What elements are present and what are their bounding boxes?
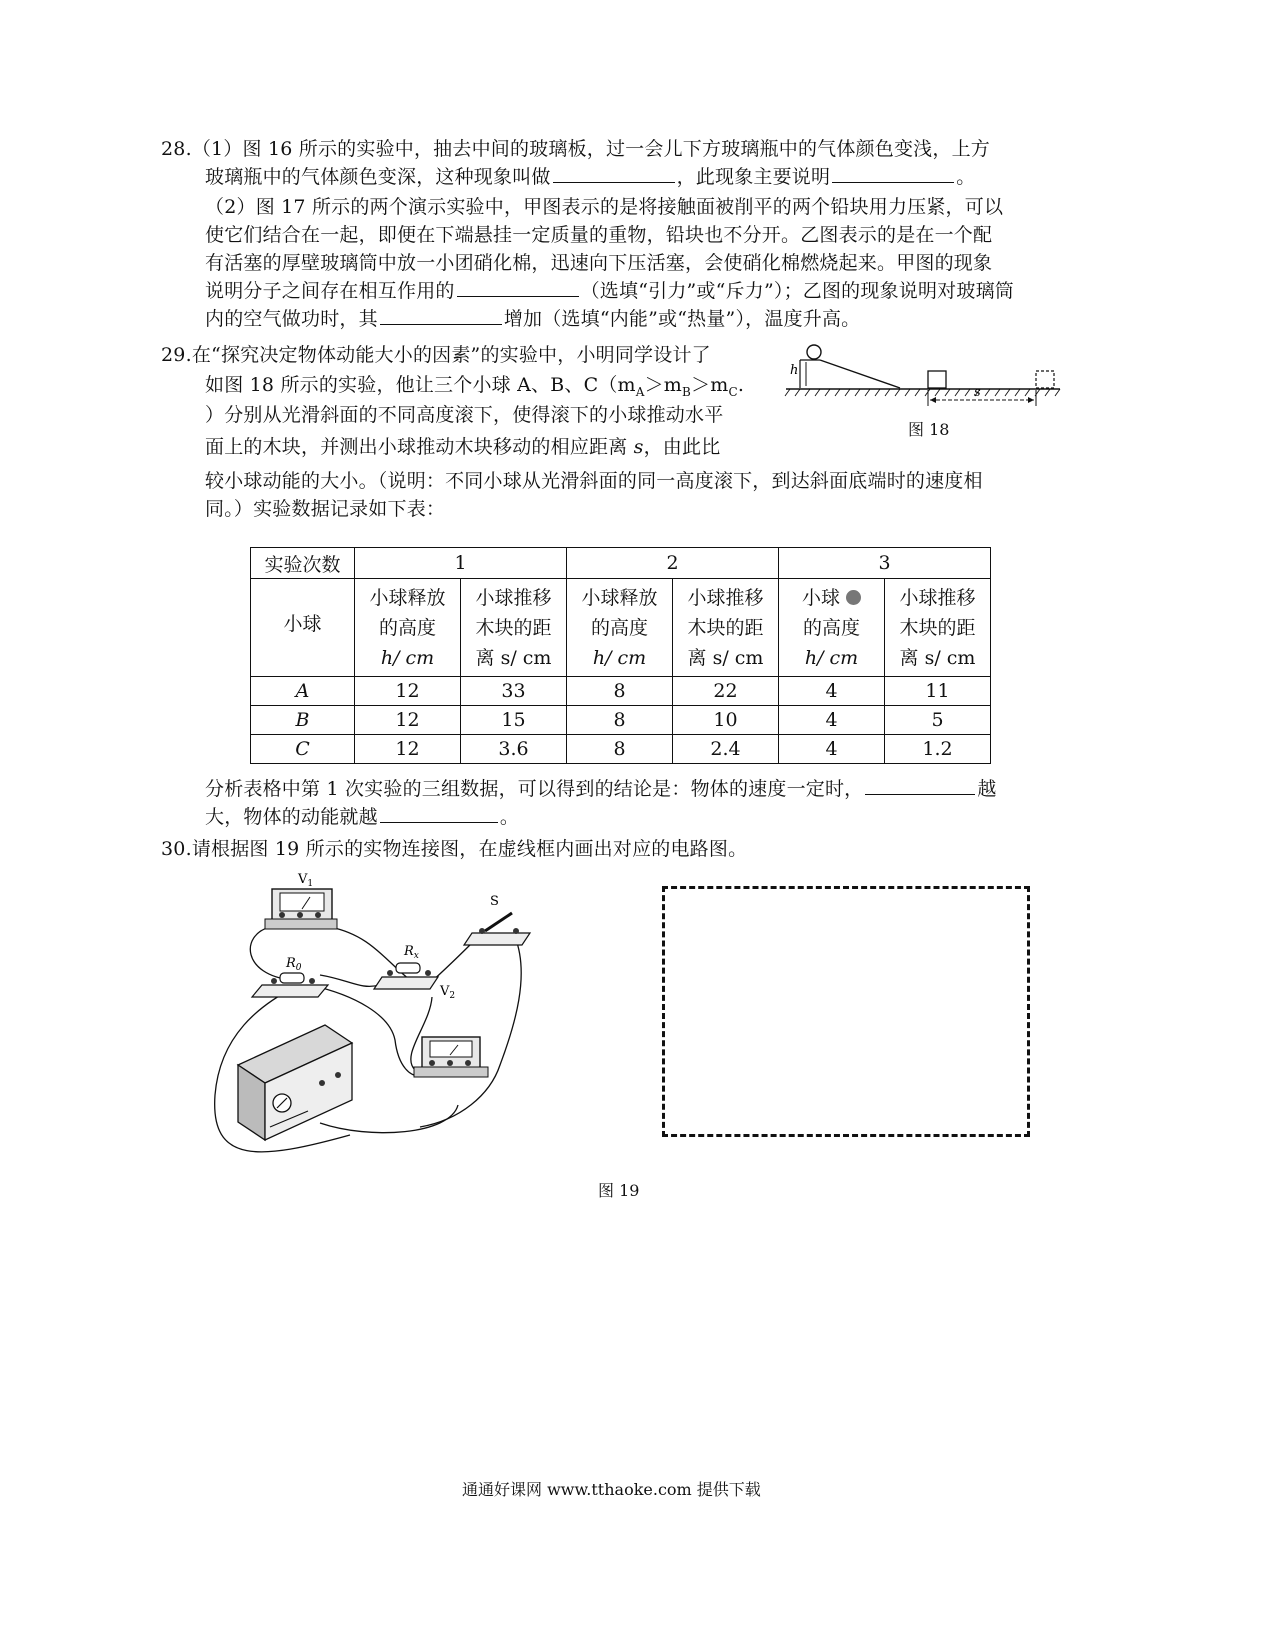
figure-19-circuit-photo (200, 865, 560, 1185)
q30-line: 30.请根据图 19 所示的实物连接图，在虚线框内画出对应的电路图。 (161, 838, 748, 860)
table-row: C 12 3.6 8 2.4 4 1.2 (251, 735, 991, 764)
page-footer: 通通好课网 www.tthaoke.com 提供下载 (462, 1480, 761, 1499)
q29-line6: 同。）实验数据记录如下表： (205, 498, 446, 520)
answer-blank-6[interactable] (380, 804, 498, 823)
wood-block-icon (928, 371, 946, 388)
table-row: A 12 33 8 22 4 11 (251, 677, 991, 706)
q29-line3: ）分别从光滑斜面的不同高度滚下，使得滚下的小球推动水平 (205, 404, 724, 426)
q29-line1: 29.在“探究决定物体动能大小的因素”的实验中，小明同学设计了 (161, 344, 711, 366)
experiment-data-table (250, 547, 991, 764)
q28-line6: 说明分子之间存在相互作用的 （选填“引力”或“斥力”）；乙图的现象说明对玻璃筒 (205, 280, 1014, 302)
answer-blank-3[interactable] (457, 278, 579, 297)
ball-icon (807, 345, 821, 359)
circuit-diagram-answer-box[interactable] (662, 886, 1030, 1137)
height-column-2: 小球释放 的高度 h/ cm (567, 579, 673, 677)
svg-text:V2: $V_2$ (440, 984, 456, 1001)
q28-line7: 内的空气做功时，其 增加（选填“内能”或“热量”），温度升高。 (205, 308, 861, 330)
gray-dot-icon (846, 590, 861, 605)
q30-number: 30. (161, 838, 192, 860)
q28-line5: 有活塞的厚壁玻璃筒中放一小团硝化棉，迅速向下压活塞，会使硝化棉燃烧起来。甲图的现象 (205, 252, 993, 274)
power-supply-icon (238, 1025, 352, 1140)
wire (250, 927, 292, 980)
switch-s-icon (464, 913, 530, 945)
trial-3-header: 3 (779, 548, 991, 579)
trial-2-header: 2 (567, 548, 779, 579)
resistor-r0-icon (252, 973, 328, 997)
figure-18-caption: 图 18 (908, 420, 950, 439)
distance-column-1: 小球推移 木块的距 离 s/ cm (461, 579, 567, 677)
answer-blank-1[interactable] (553, 164, 675, 183)
q28-line2: 玻璃瓶中的气体颜色变深，这种现象叫做 ，此现象主要说明 。 (205, 166, 976, 188)
svg-text:s: s (974, 385, 981, 400)
q29-conclusion-line2: 大，物体的动能就越 。 (205, 806, 520, 828)
voltmeter-v1-icon (265, 889, 337, 929)
svg-text:Rx: $R_x$ (404, 944, 419, 961)
height-column-3: 小球 的高度 h/ cm (779, 579, 885, 677)
distance-column-3: 小球推移 木块的距 离 s/ cm (885, 579, 991, 677)
trial-1-header: 1 (355, 548, 567, 579)
svg-text:h: h (790, 363, 799, 378)
distance-column-2: 小球推移 木块的距 离 s/ cm (673, 579, 779, 677)
q29-line5: 较小球动能的大小。（说明：不同小球从光滑斜面的同一高度滚下，到达斜面底端时的速度相 (205, 470, 983, 492)
q29-conclusion-line1: 分析表格中第 1 次实验的三组数据，可以得到的结论是：物体的速度一定时， 越 (205, 778, 997, 800)
q29-number: 29. (161, 344, 192, 366)
q28-line3: （2）图 17 所示的两个演示实验中，甲图表示的是将接触面被削平的两个铅块用力压紧，可以 (205, 196, 1004, 218)
figure-19-caption: 图 19 (598, 1181, 640, 1200)
answer-blank-4[interactable] (380, 306, 502, 325)
svg-text:V1: $V_1$ (298, 872, 314, 889)
q29-line4: 面上的木块，并测出小球推动木块移动的相应距离 s，由此比 (205, 436, 721, 458)
q28-number: 28. (161, 138, 192, 160)
svg-text:S: S (490, 894, 499, 909)
answer-blank-5[interactable] (865, 776, 975, 795)
table-row: B 12 15 8 10 4 5 (251, 706, 991, 735)
q28-line4: 使它们结合在一起，即便在下端悬挂一定质量的重物，铅块也不分开。乙图表示的是在一个配 (205, 224, 993, 246)
height-column-1: 小球释放 的高度 h/ cm (355, 579, 461, 677)
q28-line1: 28.（1）图 16 所示的实验中，抽去中间的玻璃板，过一会儿下方玻璃瓶中的气体颜色变浅，上方 (161, 138, 990, 160)
svg-text:R0: $R_0$ (286, 956, 302, 973)
row-label-header: 小球 (251, 579, 355, 677)
q29-line2: 如图 18 所示的实验，他让三个小球 A、B、$C(m_A>m_B>m_C$. (205, 374, 745, 399)
table-header-label: 实验次数 (251, 548, 355, 579)
voltmeter-v2-icon (414, 1037, 488, 1077)
incline-slope (820, 360, 900, 388)
moved-block-icon (1036, 371, 1054, 388)
answer-blank-2[interactable] (832, 164, 954, 183)
